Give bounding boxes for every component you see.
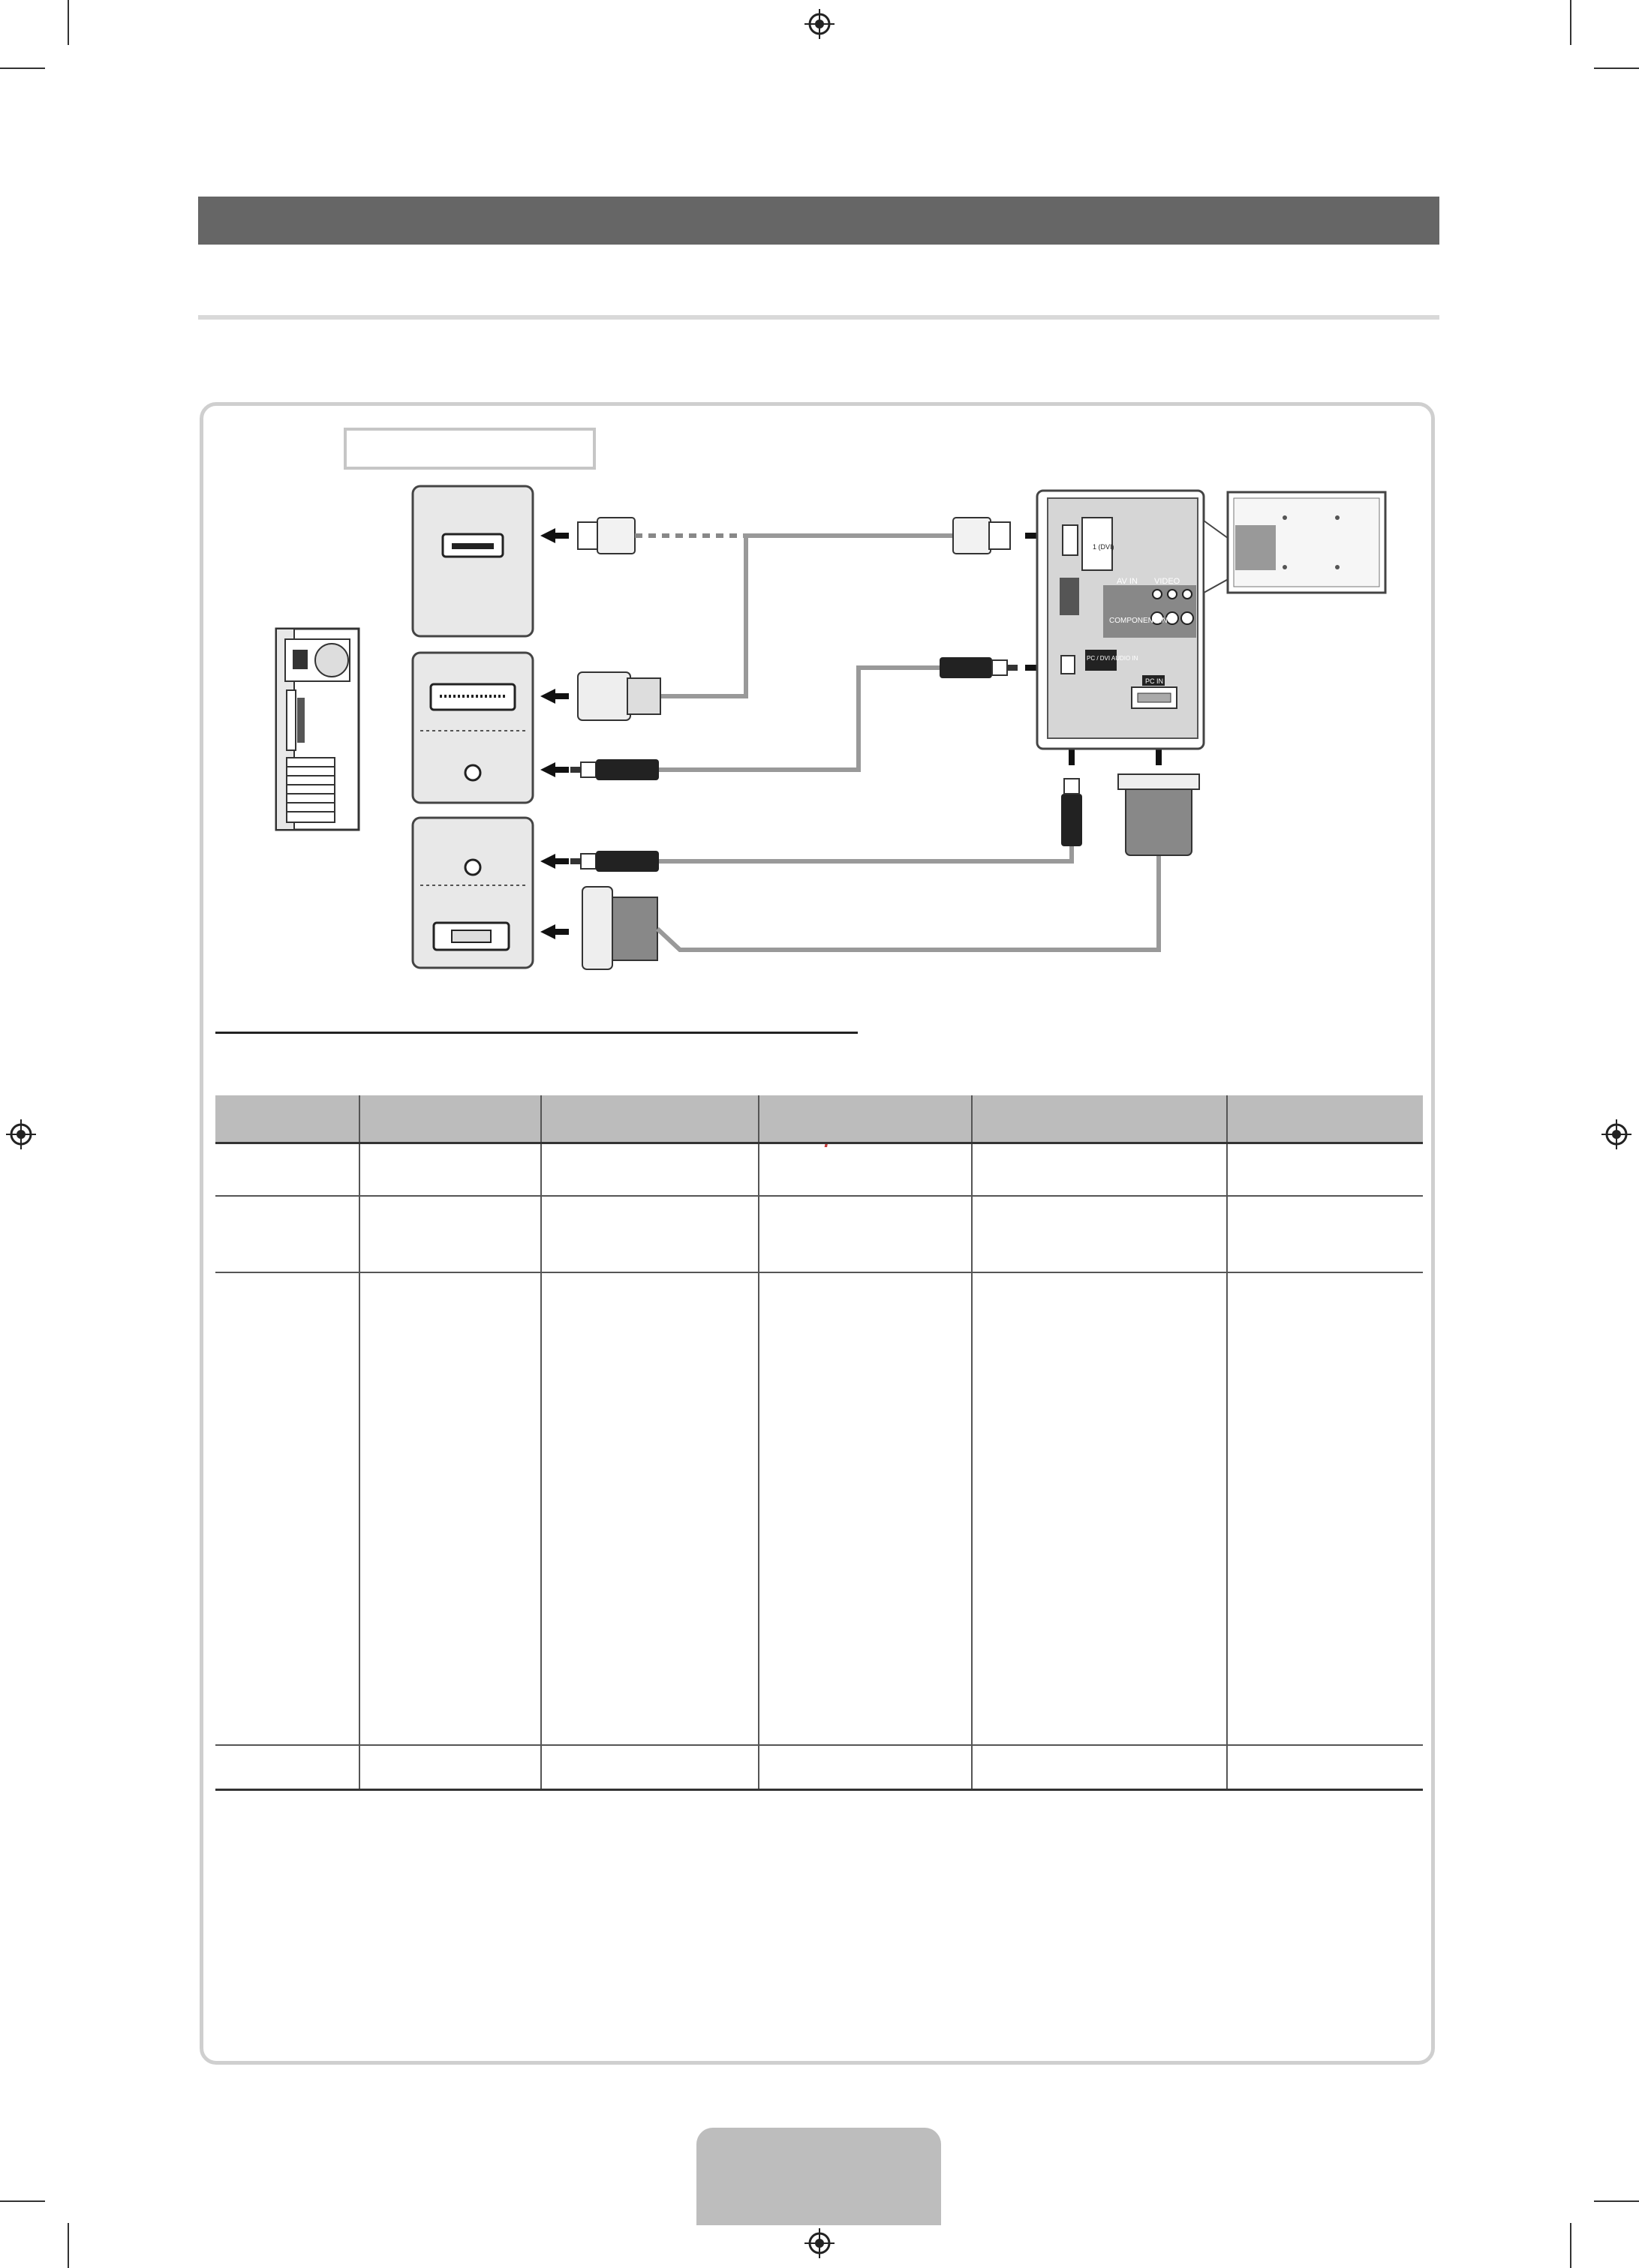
table-cell <box>972 1745 1227 1790</box>
table-header-row <box>215 1095 1423 1143</box>
table-row <box>215 1143 1423 1196</box>
registration-mark-icon <box>1601 1119 1631 1149</box>
table-section-rule <box>215 1032 858 1034</box>
port-label-component-in <box>1109 617 1168 625</box>
tv-thumbnail-icon <box>1228 492 1385 593</box>
table-cell <box>972 1272 1227 1745</box>
table-cell <box>215 1745 359 1790</box>
port-label-video: VIDEO <box>1154 577 1180 586</box>
table-header-cell <box>972 1095 1227 1143</box>
crop-mark <box>68 2223 69 2268</box>
crop-mark <box>0 2200 45 2202</box>
pc-tower-icon <box>276 629 359 830</box>
table-cell <box>541 1272 759 1745</box>
page-number-tab <box>696 2128 941 2225</box>
table-header-cell <box>759 1095 972 1143</box>
table-cell <box>359 1143 541 1196</box>
port-label-pc-in: PC IN <box>1145 677 1164 685</box>
table-cell <box>972 1196 1227 1272</box>
display-modes-table <box>215 1095 1423 1791</box>
arrow-icon <box>540 528 569 939</box>
port-label-hdmi-dvi: 1 (DVI) <box>1093 543 1114 551</box>
table-cell <box>1227 1143 1423 1196</box>
table-cell <box>541 1745 759 1790</box>
table-cell <box>359 1272 541 1745</box>
component-in-text: COMPONENT IN <box>1109 617 1168 625</box>
vga-cable <box>582 774 1199 969</box>
table-header-cell <box>215 1095 359 1143</box>
table-cell <box>759 1745 972 1790</box>
vga-audio-port-box <box>413 818 533 968</box>
table-cell <box>759 1272 972 1745</box>
dvi-audio-port-box <box>413 653 533 803</box>
audio-cable <box>570 657 1018 780</box>
table-cell <box>215 1272 359 1745</box>
hdmi-dvi-cable <box>578 518 1010 720</box>
table-cell <box>359 1196 541 1272</box>
table-row <box>215 1272 1423 1745</box>
table-cell <box>541 1143 759 1196</box>
crop-mark <box>1594 2200 1639 2202</box>
pc-connection-diagram <box>0 0 1639 1005</box>
table-row <box>215 1745 1423 1790</box>
table-cell <box>759 1196 972 1272</box>
table-cell <box>759 1143 972 1196</box>
table-cell <box>215 1196 359 1272</box>
table-cell <box>1227 1272 1423 1745</box>
registration-mark-icon <box>804 2228 835 2258</box>
port-label-av-in: AV IN <box>1117 577 1138 586</box>
table-cell <box>215 1143 359 1196</box>
audio-cable <box>570 779 1082 872</box>
registration-mark-icon <box>6 1119 36 1149</box>
port-label-pc-dvi-audio-in <box>1087 655 1138 662</box>
table-cell <box>1227 1196 1423 1272</box>
table-cell <box>541 1196 759 1272</box>
table-header-cell <box>541 1095 759 1143</box>
hdmi-port-box <box>413 486 533 636</box>
table-cell <box>1227 1745 1423 1790</box>
pc-dvi-audio-in-text: PC / DVI AUDIO IN <box>1087 655 1138 662</box>
table-row <box>215 1196 1423 1272</box>
table-header-cell <box>1227 1095 1423 1143</box>
table-cell <box>972 1143 1227 1196</box>
table-cell <box>359 1745 541 1790</box>
crop-mark <box>1570 2223 1571 2268</box>
table-header-cell <box>359 1095 541 1143</box>
